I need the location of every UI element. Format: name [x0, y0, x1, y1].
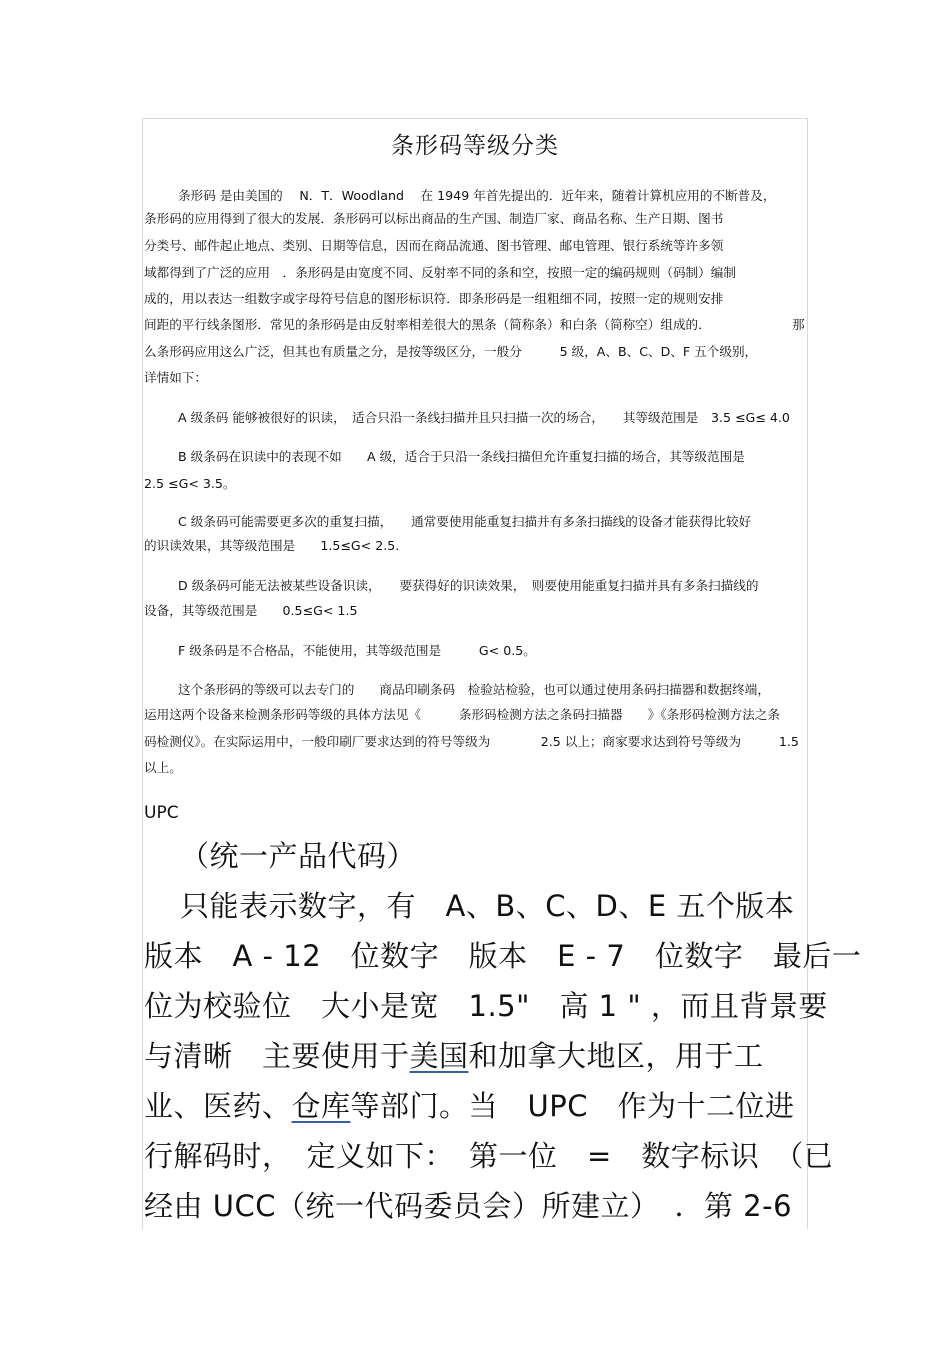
check-line: 运用这两个设备来检测条形码等级的具体方法见《 条形码检测方法之条码扫描器 》《条形码检测方法之条	[144, 707, 780, 722]
usa-link[interactable]: 美国	[409, 1039, 469, 1073]
check-line: 码检测仪》。在实际运用中，一般印刷厂要求达到的符号等级为 2.5 以上；商家要求达到符号等级为 1.5	[144, 734, 799, 749]
intro-line: 条形码 是由美国的 N．T．Woodland 在 1949 年首先提出的．近年来，随着计算机应用的不断普及，	[178, 188, 776, 203]
upc-line: 只能表示数字，有 A、B、C、D、E 五个版本	[180, 889, 795, 923]
grade-b-line: 2.5 ≤G< 3.5。	[144, 476, 236, 491]
upc-text: 与清晰 主要使用于	[144, 1039, 410, 1073]
check-line: 这个条形码的等级可以去专门的 商品印刷条码 检验站检验，也可以通过使用条码扫描器和数据终端，	[178, 682, 770, 697]
check-line: 以上。	[144, 760, 182, 775]
intro-line: 分类号、邮件起止地点、类别、日期等信息，因而在商品流通、图书管理、邮电管理、银行系统等许多领	[144, 238, 724, 253]
upc-line: 行解码时， 定义如下： 第一位 = 数字标识 （已	[144, 1139, 834, 1173]
upc-text: 和加拿大地区，用于工	[468, 1039, 764, 1073]
grade-d-line: 设备，其等级范围是 0.5≤G< 1.5	[144, 603, 358, 618]
upc-text: 等部门。当 UPC 作为十二位进	[350, 1089, 795, 1123]
upc-line: 位为校验位 大小是宽 1.5" 高 1 " ，而且背景要	[144, 989, 828, 1023]
grade-c-line: C 级条码可能需要更多次的重复扫描， 通常要使用能重复扫描并有多条扫描线的设备才能获得比较好	[178, 514, 752, 529]
page-title: 条形码等级分类	[391, 133, 559, 159]
upc-heading: UPC	[144, 803, 179, 823]
intro-line: 么条形码应用这么广泛，但其也有质量之分，是按等级区分，一般分 5 级，A、B、C、D、F 五个级别，	[144, 344, 758, 359]
intro-line: 间距的平行线条图形．常见的条形码是由反射率相差很大的黑条（简称条）和白条（简称空）组成的．	[144, 317, 711, 332]
intro-line: 域都得到了广泛的应用 ．条形码是由宽度不同、反射率不同的条和空，按照一定的编码规则（码制）编制	[144, 265, 736, 280]
intro-line: 详情如下：	[144, 370, 207, 385]
upc-line	[144, 1086, 795, 1126]
upc-line: 经由 UCC（统一代码委员会）所建立） ．第 2-6	[144, 1189, 793, 1223]
grade-f-paragraph: F 级条码是不合格品，不能使用，其等级范围是 G< 0.5。	[178, 643, 536, 658]
intro-line: 成的，用以表达一组数字或字母符号信息的图形标识符．即条形码是一组粗细不同，按照一定的规则安排	[144, 291, 724, 306]
warehouse-link[interactable]: 仓库	[291, 1089, 351, 1123]
grade-b-line: B 级条码在识读中的表现不如 A 级，适合于只沿一条线扫描但允许重复扫描的场合，其等级范围是	[178, 449, 745, 464]
upc-line: 版本 A - 12 位数字 版本 E - 7 位数字 最后一	[144, 939, 862, 973]
upc-line	[144, 1036, 764, 1076]
grade-d-line: D 级条码可能无法被某些设备识读， 要获得好的识读效果， 则要使用能重复扫描并具有多条扫描线的	[178, 578, 759, 593]
grade-c-line: 的识读效果，其等级范围是 1.5≤G< 2.5.	[144, 538, 400, 553]
intro-line: 条形码的应用得到了很大的发展．条形码可以标出商品的生产国、制造厂家、商品名称、生产日期、图书	[144, 211, 724, 226]
grade-a-paragraph: A 级条码 能够被很好的识读， 适合只沿一条线扫描并且只扫描一次的场合， 其等级范围是 3.5 ≤G≤ 4.0	[178, 410, 790, 425]
upc-text: 业、医药、	[144, 1089, 292, 1123]
intro-line: 那	[792, 317, 805, 332]
upc-line: （统一产品代码）	[180, 839, 417, 873]
